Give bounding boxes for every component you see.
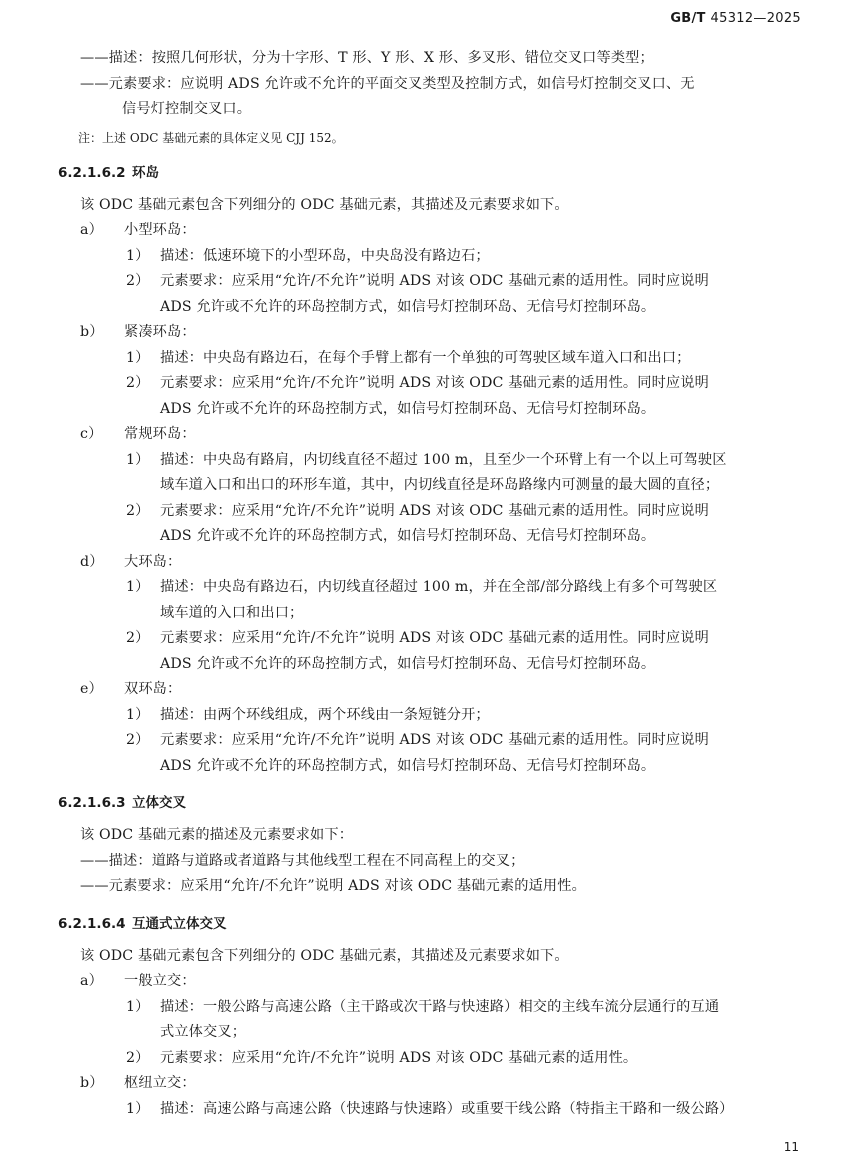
sub-list-item — [58, 1097, 798, 1123]
sub-list-text: 描述：高速公路与高速公路（快速路与快速路）或重要干线公路（特指主干路和一级公路） — [160, 1100, 734, 1117]
list-title: 紧凑环岛： — [124, 324, 196, 340]
standard-number: 45312—2025 — [710, 11, 801, 26]
note: 注：上述 ODC 基础元素的具体定义见 CJJ 152。 — [78, 130, 344, 145]
sub-list-text: 元素要求：应采用“允许/不允许”说明 ADS 对该 ODC 基础元素的适用性。同时应说明 — [160, 273, 709, 289]
sub-list-label: 1） — [126, 451, 150, 468]
sub-list-text: 元素要求：应采用“允许/不允许”说明 ADS 对该 ODC 基础元素的适用性。同时应说明 — [160, 502, 709, 519]
sub-list-text: 描述：一般公路与高速公路（主干路或次干路与快速路）相交的主线车流分层通行的互通 — [160, 998, 720, 1015]
sub-list-label: 2） — [126, 502, 150, 519]
list-item — [58, 1071, 798, 1097]
sub-list-continuation: 式立体交叉； — [160, 1024, 247, 1040]
sub-list-label: 2） — [126, 375, 150, 391]
sub-list-text: 元素要求：应采用“允许/不允许”说明 ADS 对该 ODC 基础元素的适用性。 — [160, 1049, 638, 1066]
paragraph: 该 ODC 基础元素包含下列细分的 ODC 基础元素，其描述及元素要求如下。 — [80, 196, 569, 213]
section-heading — [58, 791, 798, 815]
sub-list-continuation: ADS 允许或不允许的环岛控制方式，如信号灯控制环岛、无信号灯控制环岛。 — [160, 655, 656, 672]
dash-item: ——元素要求：应采用“允许/不允许”说明 ADS 对该 ODC 基础元素的适用性。 — [80, 878, 586, 894]
dash-item: ——元素要求：应说明 ADS 允许或不允许的平面交叉类型及控制方式，如信号灯控制交叉口、无 — [80, 75, 695, 92]
sub-list-text: 描述：中央岛有路边石，内切线直径超过 100 m，并在全部/部分路线上有多个可驾驶区 — [160, 579, 718, 595]
sub-list-continuation: 域车道的入口和出口； — [160, 604, 304, 621]
list-title: 枢纽立交： — [124, 1075, 196, 1091]
list-title: 大环岛： — [124, 553, 182, 570]
sub-list-item — [58, 346, 798, 372]
list-item — [58, 422, 798, 448]
page-number: 11 — [783, 1140, 799, 1154]
list-label: b） — [80, 324, 104, 340]
sub-list-continuation: ADS 允许或不允许的环岛控制方式，如信号灯控制环岛、无信号灯控制环岛。 — [160, 757, 656, 774]
sub-list-label: 1） — [126, 998, 150, 1015]
paragraph: 该 ODC 基础元素的描述及元素要求如下： — [80, 827, 354, 843]
sub-list-text: 描述：低速环境下的小型环岛，中央岛没有路边石； — [160, 247, 490, 264]
sub-list-label: 2） — [126, 732, 150, 748]
sub-list-label: 1） — [126, 706, 150, 723]
sub-list-continuation: ADS 允许或不允许的环岛控制方式，如信号灯控制环岛、无信号灯控制环岛。 — [160, 400, 656, 417]
sub-list-continuation: 域车道入口和出口的环形车道，其中，内切线直径是环岛路缘内可测量的最大圆的直径； — [160, 477, 720, 493]
sub-list-item — [58, 244, 798, 270]
sub-list-label: 2） — [126, 1049, 150, 1066]
sub-list-label: 2） — [126, 630, 150, 646]
list-title: 小型环岛： — [124, 222, 196, 238]
sub-list-item — [58, 448, 798, 474]
list-item — [58, 969, 798, 995]
section-number: 6.2.1.6.3 — [58, 795, 126, 811]
sub-list-text: 描述：由两个环线组成，两个环线由一条短链分开； — [160, 706, 490, 723]
sub-list-text: 描述：中央岛有路肩，内切线直径不超过 100 m，且至少一个环臂上有一个以上可驾驶区 — [160, 451, 727, 468]
sub-list-continuation: ADS 允许或不允许的环岛控制方式，如信号灯控制环岛、无信号灯控制环岛。 — [160, 298, 656, 315]
list-label: a） — [80, 222, 103, 238]
list-item — [58, 320, 798, 346]
sub-list-item — [58, 499, 798, 525]
section-title: 环岛 — [132, 164, 159, 181]
section-number: 6.2.1.6.4 — [58, 915, 126, 932]
document-body — [58, 46, 798, 1122]
sub-list-item — [58, 703, 798, 729]
list-label: e） — [80, 681, 103, 697]
sub-list-label: 1） — [126, 349, 150, 366]
sub-list-continuation: ADS 允许或不允许的环岛控制方式，如信号灯控制环岛、无信号灯控制环岛。 — [160, 528, 656, 544]
list-label: c） — [80, 426, 103, 442]
standard-prefix: GB/T — [670, 11, 706, 26]
sub-list-label: 1） — [126, 1100, 150, 1117]
section-number: 6.2.1.6.2 — [58, 164, 126, 181]
dash-item: ——描述：道路与道路或者道路与其他线型工程在不同高程上的交叉； — [80, 852, 525, 869]
section-title: 立体交叉 — [132, 795, 186, 811]
paragraph: 该 ODC 基础元素包含下列细分的 ODC 基础元素，其描述及元素要求如下。 — [80, 947, 569, 964]
section-heading — [58, 161, 798, 185]
section-heading — [58, 912, 798, 936]
list-item — [58, 677, 798, 703]
sub-list-text: 元素要求：应采用“允许/不允许”说明 ADS 对该 ODC 基础元素的适用性。同时应说明 — [160, 630, 709, 646]
list-title: 常规环岛： — [124, 426, 196, 442]
list-label: a） — [80, 973, 103, 989]
sub-list-item — [58, 371, 798, 397]
sub-list-label: 1） — [126, 247, 150, 264]
sub-list-item — [58, 995, 798, 1021]
sub-list-text: 描述：中央岛有路边石，在每个手臂上都有一个单独的可驾驶区域车道入口和出口； — [160, 349, 691, 366]
sub-list-item — [58, 728, 798, 754]
list-label: d） — [80, 553, 104, 570]
sub-list-item — [58, 1046, 798, 1072]
sub-list-text: 元素要求：应采用“允许/不允许”说明 ADS 对该 ODC 基础元素的适用性。同时应说明 — [160, 375, 709, 391]
dash-item-continuation: 信号灯控制交叉口。 — [122, 101, 252, 117]
list-title: 一般立交： — [124, 973, 196, 989]
sub-list-text: 元素要求：应采用“允许/不允许”说明 ADS 对该 ODC 基础元素的适用性。同时应说明 — [160, 732, 709, 748]
sub-list-item — [58, 626, 798, 652]
sub-list-label: 2） — [126, 273, 150, 289]
list-label: b） — [80, 1075, 104, 1091]
list-title: 双环岛： — [124, 681, 182, 697]
sub-list-item — [58, 269, 798, 295]
standard-code — [670, 11, 801, 26]
list-item — [58, 218, 798, 244]
list-item — [58, 550, 798, 576]
sub-list-item — [58, 575, 798, 601]
section-title: 互通式立体交叉 — [132, 915, 227, 932]
dash-item: ——描述：按照几何形状，分为十字形、T 形、Y 形、X 形、多叉形、错位交叉口等类型； — [80, 50, 654, 66]
sub-list-label: 1） — [126, 579, 150, 595]
